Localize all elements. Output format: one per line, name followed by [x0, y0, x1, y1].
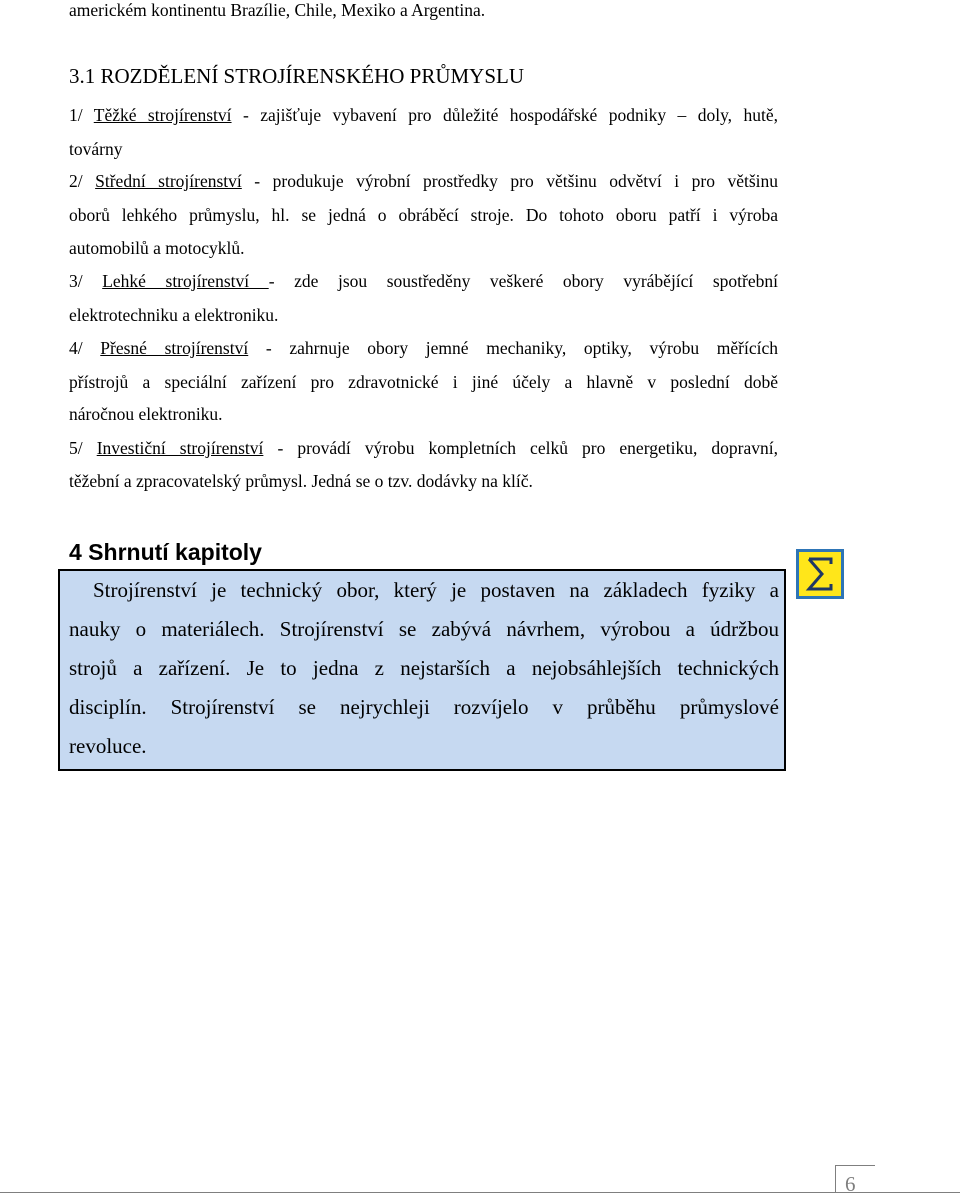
item-4-line-1: 4/ Přesné strojírenství - zahrnuje obory jemné mechaniky, optiky, výrobu měřících — [69, 338, 778, 358]
intro-tail-text: americkém kontinentu Brazílie, Chile, Mexiko a Argentina. — [69, 0, 486, 20]
item-2-term: Střední strojírenství — [95, 171, 242, 191]
item-1-term: Těžké strojírenství — [93, 105, 232, 125]
summary-line-1: Strojírenství je technický obor, který je postaven na základech fyziky a — [93, 578, 779, 602]
item-3-term: Lehké strojírenství — [102, 271, 269, 291]
item-3-line-1: 3/ Lehké strojírenství - zde jsou soustředěny veškeré obory vyrábějící spotřební — [69, 271, 779, 291]
footer-rule — [0, 1192, 960, 1193]
summary-line-5: revoluce. — [69, 734, 147, 758]
item-4-term: Přesné strojírenství — [100, 338, 249, 358]
item-5-line-2: těžební a zpracovatelský průmysl. Jedná se o tzv. dodávky na klíč. — [69, 471, 533, 491]
summary-line-3: strojů a zařízení. Je to jedna z nejstarších a nejobsáhlejších technických — [69, 656, 779, 680]
summary-line-4: disciplín. Strojírenství se nejrychleji rozvíjelo v průběhu průmyslové — [69, 695, 779, 719]
item-4-line-2: přístrojů a speciální zařízení pro zdravotnické i jiné účely a hlavně v poslední době — [69, 372, 778, 392]
item-3-line-2: elektrotechniku a elektroniku. — [69, 305, 279, 325]
item-5-term: Investiční strojírenství — [96, 438, 264, 458]
item-2-line-3: automobilů a motocyklů. — [69, 238, 245, 258]
section-heading: 3.1 ROZDĚLENÍ STROJÍRENSKÉHO PRŮMYSLU — [69, 64, 525, 88]
summary-heading: 4 Shrnutí kapitoly — [69, 539, 262, 565]
item-2-line-1: 2/ Střední strojírenství - produkuje výrobní prostředky pro většinu odvětví i pro většinu — [69, 171, 779, 191]
sigma-summary-icon — [796, 549, 844, 599]
summary-line-2: nauky o materiálech. Strojírenství se zabývá návrhem, výrobou a údržbou — [69, 617, 779, 641]
item-4-line-3: náročnou elektroniku. — [69, 404, 223, 424]
page-number: 6 — [845, 1172, 856, 1196]
item-1-line-1: 1/ Těžké strojírenství - zajišťuje vybavení pro důležité hospodářské podniky – doly, hutě, — [69, 105, 779, 125]
item-2-line-2: oborů lehkého průmyslu, hl. se jedná o obráběcí stroje. Do tohoto oboru patří i výroba — [69, 205, 778, 225]
item-5-line-1: 5/ Investiční strojírenství - provádí výrobu kompletních celků pro energetiku, dopravní, — [69, 438, 778, 458]
summary-box — [58, 569, 786, 771]
item-1-line-2: továrny — [69, 139, 123, 159]
